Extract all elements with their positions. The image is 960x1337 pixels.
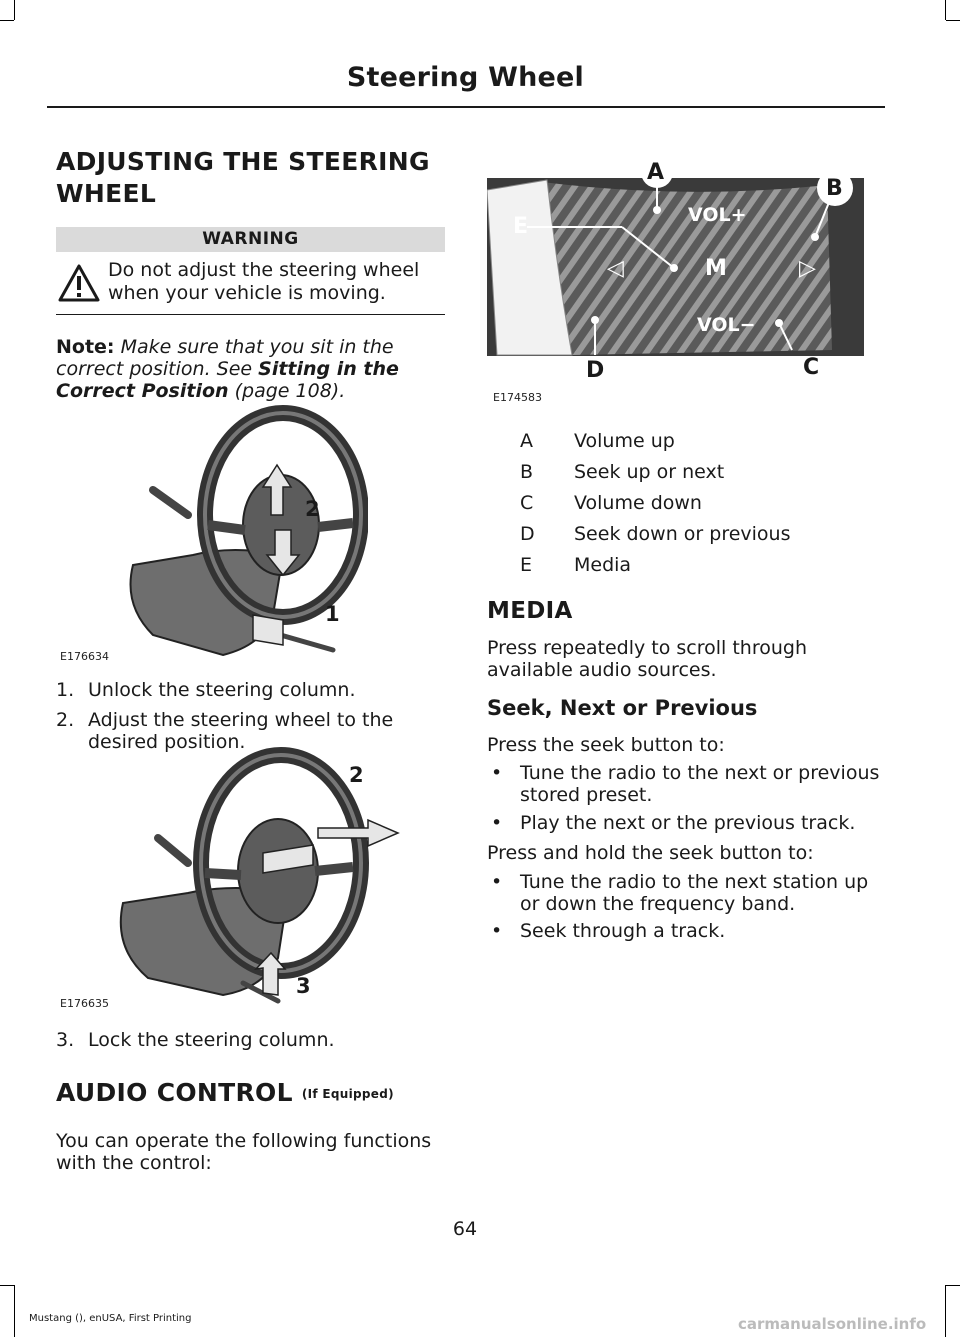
seek-next-button: ▷ xyxy=(799,256,816,281)
media-heading: MEDIA xyxy=(487,598,573,624)
section-title-line2: WHEEL xyxy=(56,179,157,208)
bullet-glyph: • xyxy=(491,871,503,893)
legend-row xyxy=(520,487,860,518)
bullet-text: Play the next or the previous track. xyxy=(520,812,856,834)
crop-mark xyxy=(0,20,14,21)
hold-intro: Press and hold the seek button to: xyxy=(487,842,814,864)
bullet-item xyxy=(487,812,882,834)
note-text: Make sure that you sit in the correct position. See xyxy=(56,336,394,380)
bullet-glyph: • xyxy=(491,812,503,834)
figure-code: E174583 xyxy=(493,391,542,404)
step-item xyxy=(56,679,451,701)
steering-wheel-unlock-figure xyxy=(113,405,368,663)
warning-triangle-icon xyxy=(58,264,100,302)
legend-row xyxy=(520,456,860,487)
legend-text: Volume up xyxy=(574,429,675,452)
media-text: Press repeatedly to scroll through available audio sources. xyxy=(487,637,808,681)
bullet-text: Seek through a track. xyxy=(520,920,726,942)
bullet-item xyxy=(487,762,882,806)
legend-text: Seek down or previous xyxy=(574,522,791,545)
bullet-glyph: • xyxy=(491,920,503,942)
audio-control-title: AUDIO CONTROL xyxy=(56,1078,293,1107)
legend-row xyxy=(520,425,860,456)
cross-reference-link[interactable]: Sitting in the Correct Position xyxy=(56,358,399,402)
legend-row xyxy=(520,518,860,549)
crop-mark xyxy=(14,1285,15,1337)
step-text: Lock the steering column. xyxy=(88,1029,335,1051)
document-info: Mustang (), enUSA, First Printing xyxy=(29,1313,192,1324)
note-page-ref: (page 108). xyxy=(234,380,346,402)
figure-callout: 2 xyxy=(349,763,364,787)
bullet-item xyxy=(487,920,882,942)
audio-control-figure xyxy=(487,160,867,382)
crop-mark xyxy=(945,1285,946,1337)
legend-key: A xyxy=(520,429,533,452)
section-heading-adjusting xyxy=(56,146,456,210)
crop-mark xyxy=(0,1285,14,1286)
legend-key: E xyxy=(520,553,533,576)
seek-heading: Seek, Next or Previous xyxy=(487,696,758,720)
page-number: 64 xyxy=(452,1218,478,1240)
figure-callout-b: B xyxy=(826,176,843,201)
legend-text: Seek up or next xyxy=(574,460,725,483)
header-divider xyxy=(47,106,885,108)
step-number: 2. xyxy=(56,709,75,731)
warning-divider xyxy=(56,314,445,315)
crop-mark xyxy=(945,0,946,20)
step-text: Unlock the steering column. xyxy=(88,679,356,701)
warning-label: WARNING xyxy=(56,227,445,252)
figure-callout-c: C xyxy=(803,355,820,380)
step-number: 1. xyxy=(56,679,75,701)
if-equipped-label: (If Equipped) xyxy=(301,1087,394,1101)
figure-code: E176634 xyxy=(60,650,109,663)
step-number: 3. xyxy=(56,1029,75,1051)
warning-text: Do not adjust the steering wheel when your vehicle is moving. xyxy=(108,259,420,304)
bullet-text: Tune the radio to the next station up or down the frequency band. xyxy=(520,871,869,915)
bullet-glyph: • xyxy=(491,762,503,784)
callout-legend xyxy=(520,425,860,580)
legend-text: Volume down xyxy=(574,491,702,514)
section-title-audio-control xyxy=(56,1078,394,1107)
bullet-item xyxy=(487,871,882,915)
volume-up-button: VOL+ xyxy=(688,204,747,226)
watermark: carmanualsonline.info xyxy=(738,1315,927,1333)
bullet-text: Tune the radio to the next or previous stored preset. xyxy=(520,762,880,806)
media-mode-button: M xyxy=(705,256,727,281)
crop-mark xyxy=(946,1285,960,1286)
note-paragraph xyxy=(56,336,448,402)
figure-callout: 1 xyxy=(325,602,340,626)
crop-mark xyxy=(14,0,15,20)
figure-callout-a: A xyxy=(647,160,665,185)
step-text: Adjust the steering wheel to the desired position. xyxy=(88,709,394,753)
legend-key: C xyxy=(520,491,534,514)
legend-key: B xyxy=(520,460,534,483)
section-title-line1: ADJUSTING THE STEERING xyxy=(56,147,430,176)
audio-intro-text: You can operate the following functions with the control: xyxy=(56,1130,432,1174)
seek-previous-button: ◁ xyxy=(607,256,624,281)
figure-code: E176635 xyxy=(60,997,109,1010)
legend-key: D xyxy=(520,522,535,545)
figure-callout-e: E xyxy=(513,214,529,239)
legend-row xyxy=(520,549,860,580)
steering-wheel-adjust-figure xyxy=(113,733,403,1011)
seek-intro: Press the seek button to: xyxy=(487,734,725,756)
note-label: Note: xyxy=(56,336,115,358)
figure-callout-d: D xyxy=(586,358,605,383)
figure-callout: 3 xyxy=(296,974,311,998)
step-item xyxy=(56,1029,451,1051)
crop-mark xyxy=(946,20,960,21)
page-header-title: Steering Wheel xyxy=(346,62,584,93)
figure-callout: 2 xyxy=(305,497,320,521)
legend-text: Media xyxy=(574,553,632,576)
volume-down-button: VOL− xyxy=(697,314,756,336)
